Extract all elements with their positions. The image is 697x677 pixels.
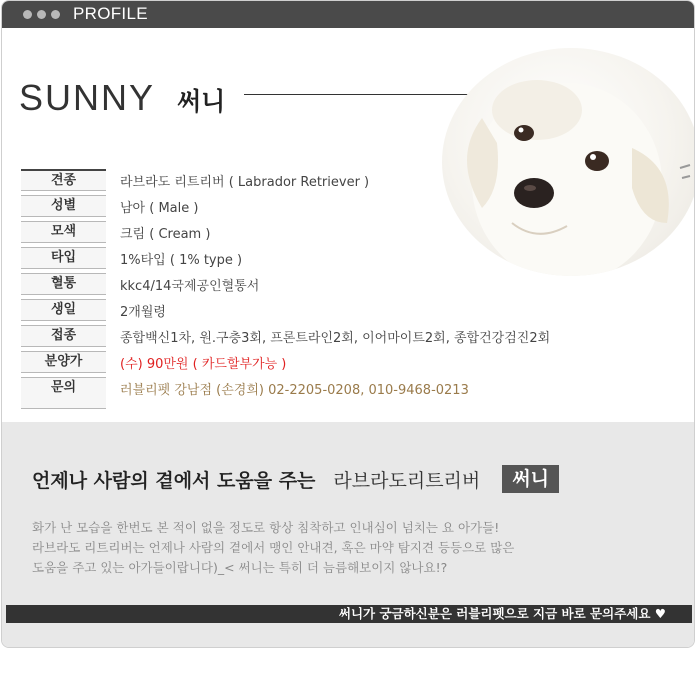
info-row [21, 195, 541, 221]
description-line: 라브라도 리트리버는 언제나 사람의 곁에서 맹인 안내견, 혹은 마약 탐지견 등등으로 많은 [32, 540, 515, 555]
info-row [21, 221, 541, 247]
header-bar [2, 1, 694, 28]
headline-name-tag: 써니 [502, 465, 559, 493]
name-divider [244, 94, 474, 95]
info-value: kkc4/14국제공인혈통서 [120, 279, 260, 294]
info-value: 종합백신1차, 원.구충3회, 프론트라인2회, 이어마이트2회, 종합건강검진2회 [120, 331, 551, 346]
pet-name-ko: 써니 [177, 87, 226, 116]
promo-section [2, 422, 694, 648]
contact-banner[interactable]: 써니가 궁금하신분은 러블리펫으로 지금 바로 문의주세요 ♥ [6, 605, 692, 623]
window-dots-icon [23, 10, 60, 19]
info-table [21, 169, 551, 403]
info-row [21, 351, 541, 377]
dot-icon [23, 10, 32, 19]
info-row [21, 247, 541, 273]
info-row [21, 299, 541, 325]
info-label: 모색 [21, 221, 106, 243]
pet-name [19, 77, 225, 119]
description-line: 화가 난 모습을 한번도 본 적이 없을 정도로 항상 침착하고 인내심이 넘치는 요 아가들! [32, 520, 500, 535]
header-title: PROFILE [73, 4, 148, 23]
info-value: 1%타입 ( 1% type ) [120, 253, 243, 268]
info-label: 견종 [21, 169, 106, 191]
description-line: 도움을 주고 있는 아가들이랍니다)_< 써니는 특히 더 늠름해보이지 않나요!? [32, 560, 448, 575]
info-label: 타입 [21, 247, 106, 269]
dot-icon [37, 10, 46, 19]
headline-bold: 언제나 사람의 곁에서 도움을 주는 [32, 469, 316, 492]
info-value: 2개월령 [120, 305, 166, 320]
info-label: 생일 [21, 299, 106, 321]
info-label: 접종 [21, 325, 106, 347]
info-row [21, 169, 541, 195]
info-row [21, 377, 541, 403]
profile-card [1, 0, 695, 648]
contact-value: 러블리펫 강남점 (손경희) 02-2205-0208, 010-9468-0213 [120, 383, 469, 398]
promo-description [32, 518, 514, 578]
price-value: (수) 90만원 ( 카드할부가능 ) [120, 357, 287, 372]
info-value: 라브라도 리트리버 ( Labrador Retriever ) [120, 175, 370, 190]
info-value: 남아 ( Male ) [120, 201, 199, 216]
pet-name-en: SUNNY [19, 77, 156, 118]
headline-breed: 라브라도리트리버 [333, 469, 481, 492]
info-value: 크림 ( Cream ) [120, 227, 211, 242]
info-label: 성별 [21, 195, 106, 217]
info-row [21, 325, 551, 351]
dot-icon [51, 10, 60, 19]
info-row [21, 273, 541, 299]
promo-headline [32, 465, 559, 493]
info-label: 혈통 [21, 273, 106, 295]
info-label: 문의 [21, 377, 106, 409]
info-label: 분양가 [21, 351, 106, 373]
